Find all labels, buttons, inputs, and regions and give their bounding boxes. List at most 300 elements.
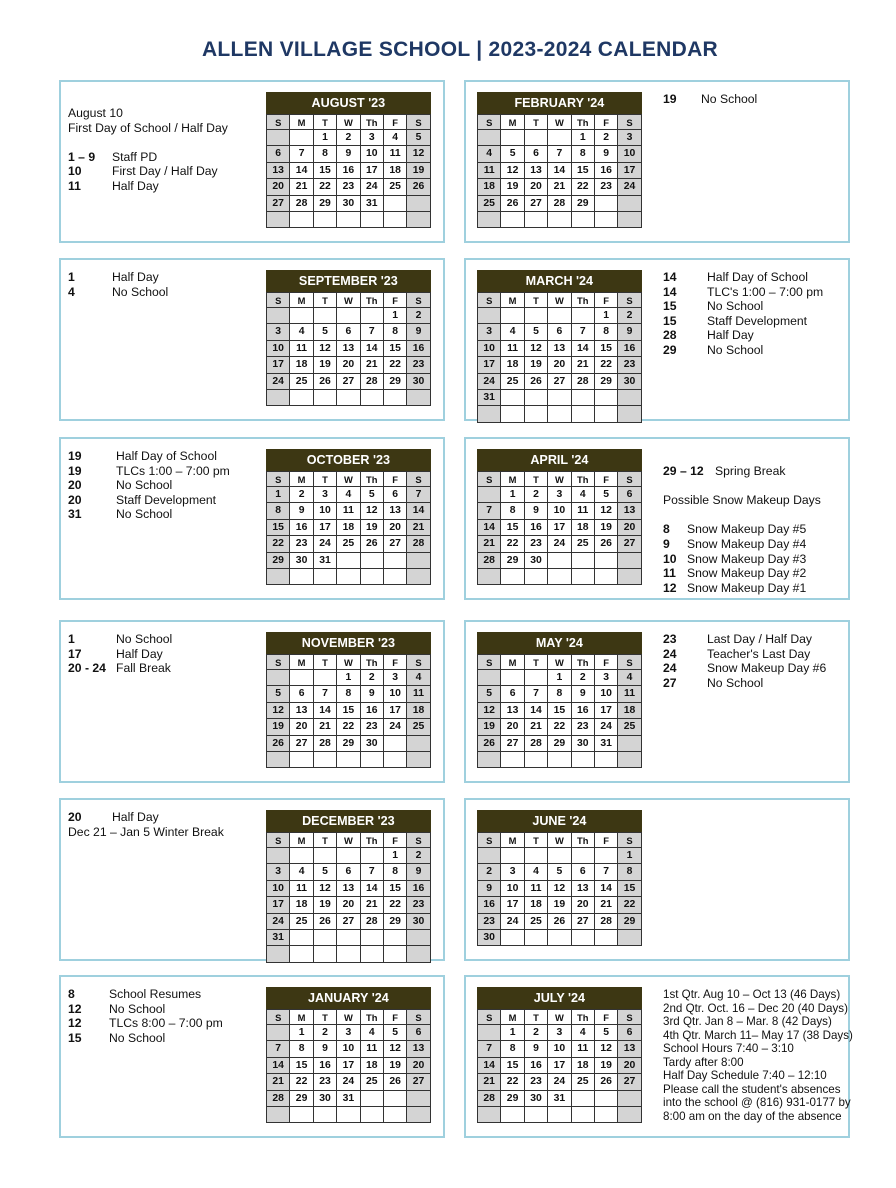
day-cell: 31 [314,553,337,569]
day-cell: 1 [548,670,571,686]
day-cell: 21 [290,179,313,195]
weekday-header: T [525,833,548,848]
day-cell: 11 [572,1041,595,1057]
empty-day-cell [361,569,384,585]
day-cell: 2 [407,848,430,864]
month-calendar-jul [477,987,642,1123]
day-cell: 19 [314,357,337,373]
day-cell: 24 [548,536,571,552]
day-cell: 7 [290,146,313,162]
empty-day-cell [572,390,595,406]
day-cell: 17 [595,703,618,719]
day-cell: 14 [595,881,618,897]
quarter-info-line: 2nd Qtr. Oct. 16 – Dec 20 (40 Days) [663,1001,848,1015]
day-cell: 7 [548,146,571,162]
day-cell: 28 [267,1091,290,1107]
day-cell: 25 [384,179,407,195]
event-label: First Day / Half Day [112,164,218,179]
day-cell: 9 [407,864,430,880]
day-cell: 27 [384,536,407,552]
event-row [68,121,228,136]
day-cell: 14 [407,503,430,519]
day-cell: 29 [548,736,571,752]
day-cell: 6 [337,864,360,880]
day-cell: 12 [267,703,290,719]
weekday-header: Th [572,833,595,848]
event-row [663,537,821,552]
day-cell: 4 [384,130,407,146]
day-cell: 29 [290,1091,313,1107]
day-cell: 25 [337,536,360,552]
month-calendar-may [477,632,642,768]
event-label: TLC's 1:00 – 7:00 pm [707,284,824,299]
day-cell: 26 [548,914,571,930]
month-notes-may [663,632,826,690]
weekday-header: S [407,1010,430,1025]
event-label: Half Day [112,270,159,284]
empty-day-cell [501,390,524,406]
day-cell: 6 [618,1025,641,1041]
event-date: 19 [68,463,82,478]
empty-day-cell [361,390,384,406]
day-cell: 18 [501,357,524,373]
weekday-header: S [618,655,641,670]
month-title: JANUARY '24 [266,987,431,1009]
day-cell: 2 [478,864,501,880]
day-cell: 25 [407,719,430,735]
empty-day-cell [548,752,571,768]
day-cell: 26 [525,374,548,390]
empty-day-cell [267,390,290,406]
day-cell: 23 [618,357,641,373]
day-cell: 23 [525,536,548,552]
day-cell: 14 [525,703,548,719]
month-notes-nov [68,632,172,676]
day-cell: 15 [384,341,407,357]
day-cell: 8 [290,1041,313,1057]
day-cell: 16 [361,703,384,719]
day-cell: 14 [267,1058,290,1074]
day-cell: 18 [290,897,313,913]
weekday-header: Th [361,1010,384,1025]
weekday-header: M [290,655,313,670]
event-label: Dec 21 – Jan 5 Winter Break [68,824,224,839]
day-cell: 12 [314,881,337,897]
event-row [663,522,821,537]
empty-day-cell [501,406,524,422]
empty-day-cell [267,308,290,324]
day-cell: 9 [290,503,313,519]
month-grid [266,654,431,768]
weekday-header: F [384,655,407,670]
weekday-header: F [384,1010,407,1025]
month-calendar-oct [266,449,431,585]
day-cell: 13 [337,341,360,357]
day-cell: 24 [618,179,641,195]
day-cell: 4 [290,324,313,340]
event-label: Possible Snow Makeup Days [663,493,821,508]
event-label: Snow Makeup Day #6 [707,661,827,676]
day-cell: 8 [384,324,407,340]
weekday-header: M [290,472,313,487]
weekday-header: S [478,655,501,670]
day-cell: 22 [384,357,407,373]
day-cell: 3 [595,670,618,686]
day-cell: 30 [525,1091,548,1107]
day-cell: 6 [572,864,595,880]
day-cell: 13 [267,163,290,179]
weekday-header: S [478,293,501,308]
weekday-header: S [618,293,641,308]
event-label: No School [707,299,764,314]
day-cell: 4 [618,670,641,686]
day-cell: 13 [525,163,548,179]
event-row [663,464,821,479]
empty-day-cell [525,308,548,324]
empty-day-cell [337,212,360,228]
day-cell: 17 [314,520,337,536]
weekday-header: S [478,833,501,848]
event-date: 29 – 12 [663,464,704,478]
event-date: 19 [68,449,82,463]
empty-day-cell [290,752,313,768]
day-cell: 5 [525,324,548,340]
event-label: Half Day [707,328,754,343]
event-label: Snow Makeup Day #5 [687,522,807,537]
event-row [663,632,826,647]
day-cell: 23 [290,536,313,552]
event-date: 28 [663,328,677,343]
day-cell: 1 [572,130,595,146]
empty-day-cell [572,752,595,768]
month-notes-feb [663,92,757,107]
day-cell: 3 [478,324,501,340]
weekday-header: S [478,472,501,487]
event-label: Snow Makeup Day #1 [687,580,807,595]
day-cell: 18 [478,179,501,195]
empty-day-cell [337,946,360,962]
empty-day-cell [314,308,337,324]
weekday-header: S [267,293,290,308]
empty-day-cell [478,848,501,864]
weekday-header: S [407,293,430,308]
quarter-info-line: Tardy after 8:00 [663,1055,744,1069]
day-cell: 14 [572,341,595,357]
day-cell: 3 [618,130,641,146]
day-cell: 25 [501,374,524,390]
day-cell: 13 [407,1041,430,1057]
empty-day-cell [595,390,618,406]
event-row [68,987,223,1002]
day-cell: 24 [267,914,290,930]
day-cell: 5 [267,686,290,702]
event-date: 11 [663,566,676,581]
event-row [68,810,224,825]
day-cell: 28 [525,736,548,752]
month-grid [477,471,642,585]
day-cell: 12 [525,341,548,357]
month-title: DECEMBER '23 [266,810,431,832]
day-cell: 6 [384,487,407,503]
weekday-header: W [548,833,571,848]
empty-day-cell [501,670,524,686]
month-notes-oct [68,449,230,522]
month-title: MARCH '24 [477,270,642,292]
empty-day-cell [361,946,384,962]
event-date: 17 [68,646,82,661]
empty-day-cell [501,212,524,228]
weekday-header: Th [572,472,595,487]
weekday-header: M [501,115,524,130]
day-cell: 17 [267,357,290,373]
day-cell: 26 [384,1074,407,1090]
weekday-header: S [618,833,641,848]
event-label: Fall Break [116,661,171,676]
day-cell: 8 [572,146,595,162]
day-cell: 24 [478,374,501,390]
day-cell: 11 [384,146,407,162]
day-cell: 16 [595,163,618,179]
weekday-header: M [290,1010,313,1025]
day-cell: 7 [595,864,618,880]
weekday-header: T [314,115,337,130]
event-row [68,825,224,840]
empty-day-cell [525,670,548,686]
event-label: Half Day [112,810,159,824]
empty-day-cell [384,736,407,752]
note-gap [663,508,821,523]
event-label: TLCs 1:00 – 7:00 pm [116,463,230,478]
day-cell: 28 [361,374,384,390]
month-calendar-feb [477,92,642,228]
day-cell: 27 [618,1074,641,1090]
empty-day-cell [618,736,641,752]
day-cell: 6 [501,686,524,702]
empty-day-cell [267,670,290,686]
day-cell: 20 [290,719,313,735]
empty-day-cell [595,1107,618,1123]
day-cell: 21 [361,897,384,913]
empty-day-cell [290,212,313,228]
month-calendar-mar [477,270,642,423]
month-grid [266,471,431,585]
event-date: 27 [663,675,677,690]
empty-day-cell [314,212,337,228]
day-cell: 1 [314,130,337,146]
day-cell: 3 [384,670,407,686]
day-cell: 11 [337,503,360,519]
day-cell: 26 [595,1074,618,1090]
empty-day-cell [525,212,548,228]
empty-day-cell [361,930,384,946]
day-cell: 23 [478,914,501,930]
event-row [663,270,823,285]
day-cell: 9 [314,1041,337,1057]
day-cell: 4 [478,146,501,162]
day-cell: 1 [501,487,524,503]
weekday-header: S [478,1010,501,1025]
empty-day-cell [525,569,548,585]
empty-day-cell [501,130,524,146]
day-cell: 6 [407,1025,430,1041]
day-cell: 18 [361,1058,384,1074]
weekday-header: M [501,655,524,670]
weekday-header: S [618,1010,641,1025]
day-cell: 2 [618,308,641,324]
day-cell: 10 [314,503,337,519]
day-cell: 20 [407,1058,430,1074]
weekday-header: S [267,655,290,670]
day-cell: 6 [290,686,313,702]
event-label: Snow Makeup Day #2 [687,566,807,581]
day-cell: 8 [595,324,618,340]
event-row [68,478,230,493]
day-cell: 10 [595,686,618,702]
empty-day-cell [478,487,501,503]
weekday-header: T [525,655,548,670]
event-date: 12 [663,580,677,595]
empty-day-cell [290,848,313,864]
month-grid [266,1009,431,1123]
empty-day-cell [548,1107,571,1123]
day-cell: 7 [407,487,430,503]
empty-day-cell [337,569,360,585]
day-cell: 15 [595,341,618,357]
day-cell: 11 [478,163,501,179]
day-cell: 29 [384,914,407,930]
empty-day-cell [361,1091,384,1107]
day-cell: 23 [407,357,430,373]
weekday-header: Th [361,655,384,670]
empty-day-cell [290,930,313,946]
event-row [68,1031,223,1046]
day-cell: 13 [337,881,360,897]
day-cell: 21 [572,357,595,373]
month-grid [266,292,431,406]
day-cell: 27 [618,536,641,552]
day-cell: 22 [501,1074,524,1090]
event-label: No School [116,478,173,493]
day-cell: 21 [478,536,501,552]
empty-day-cell [407,930,430,946]
event-label: No School [116,507,173,522]
day-cell: 24 [267,374,290,390]
day-cell: 17 [548,520,571,536]
empty-day-cell [384,930,407,946]
day-cell: 12 [407,146,430,162]
empty-day-cell [595,196,618,212]
day-cell: 10 [548,1041,571,1057]
empty-day-cell [618,212,641,228]
day-cell: 12 [595,503,618,519]
day-cell: 30 [361,736,384,752]
empty-day-cell [618,553,641,569]
weekday-header: M [501,293,524,308]
day-cell: 9 [572,686,595,702]
day-cell: 21 [548,179,571,195]
weekday-header: F [595,655,618,670]
day-cell: 8 [548,686,571,702]
day-cell: 12 [501,163,524,179]
day-cell: 7 [314,686,337,702]
day-cell: 21 [407,520,430,536]
empty-day-cell [267,848,290,864]
month-notes-jul [663,988,853,1123]
day-cell: 17 [501,897,524,913]
event-date: 15 [663,313,677,328]
empty-day-cell [384,946,407,962]
day-cell: 16 [478,897,501,913]
day-cell: 1 [595,308,618,324]
event-row [663,343,823,358]
event-label: August 10 [68,106,123,120]
day-cell: 7 [478,503,501,519]
weekday-header: F [595,115,618,130]
weekday-header: F [595,293,618,308]
day-cell: 8 [267,503,290,519]
month-calendar-jan [266,987,431,1123]
day-cell: 21 [478,1074,501,1090]
empty-day-cell [407,752,430,768]
day-cell: 27 [290,736,313,752]
event-row [68,507,230,522]
day-cell: 3 [267,864,290,880]
day-cell: 15 [290,1058,313,1074]
day-cell: 14 [290,163,313,179]
month-calendar-aug [266,92,431,228]
day-cell: 5 [595,487,618,503]
empty-day-cell [361,1107,384,1123]
weekday-header: F [595,1010,618,1025]
empty-day-cell [407,390,430,406]
day-cell: 10 [361,146,384,162]
weekday-header: T [314,655,337,670]
day-cell: 15 [548,703,571,719]
event-label: Spring Break [715,464,786,478]
month-notes-dec [68,810,224,839]
weekday-header: T [314,833,337,848]
day-cell: 25 [290,914,313,930]
day-cell: 25 [361,1074,384,1090]
empty-day-cell [525,1107,548,1123]
month-notes-apr [663,464,821,595]
day-cell: 3 [501,864,524,880]
day-cell: 9 [478,881,501,897]
day-cell: 23 [572,719,595,735]
event-date: 20 [68,478,82,493]
day-cell: 21 [314,719,337,735]
day-cell: 4 [337,487,360,503]
weekday-header: F [384,115,407,130]
day-cell: 26 [314,374,337,390]
day-cell: 3 [548,487,571,503]
empty-day-cell [595,1091,618,1107]
empty-day-cell [290,308,313,324]
month-calendar-jun [477,810,642,946]
weekday-header: T [525,293,548,308]
day-cell: 10 [384,686,407,702]
empty-day-cell [618,1091,641,1107]
day-cell: 19 [384,1058,407,1074]
event-date: 15 [68,1030,82,1045]
month-grid [477,1009,642,1123]
day-cell: 11 [618,686,641,702]
empty-day-cell [525,390,548,406]
empty-day-cell [548,930,571,946]
event-label: Half Day of School [707,270,808,284]
empty-day-cell [478,670,501,686]
empty-day-cell [618,930,641,946]
